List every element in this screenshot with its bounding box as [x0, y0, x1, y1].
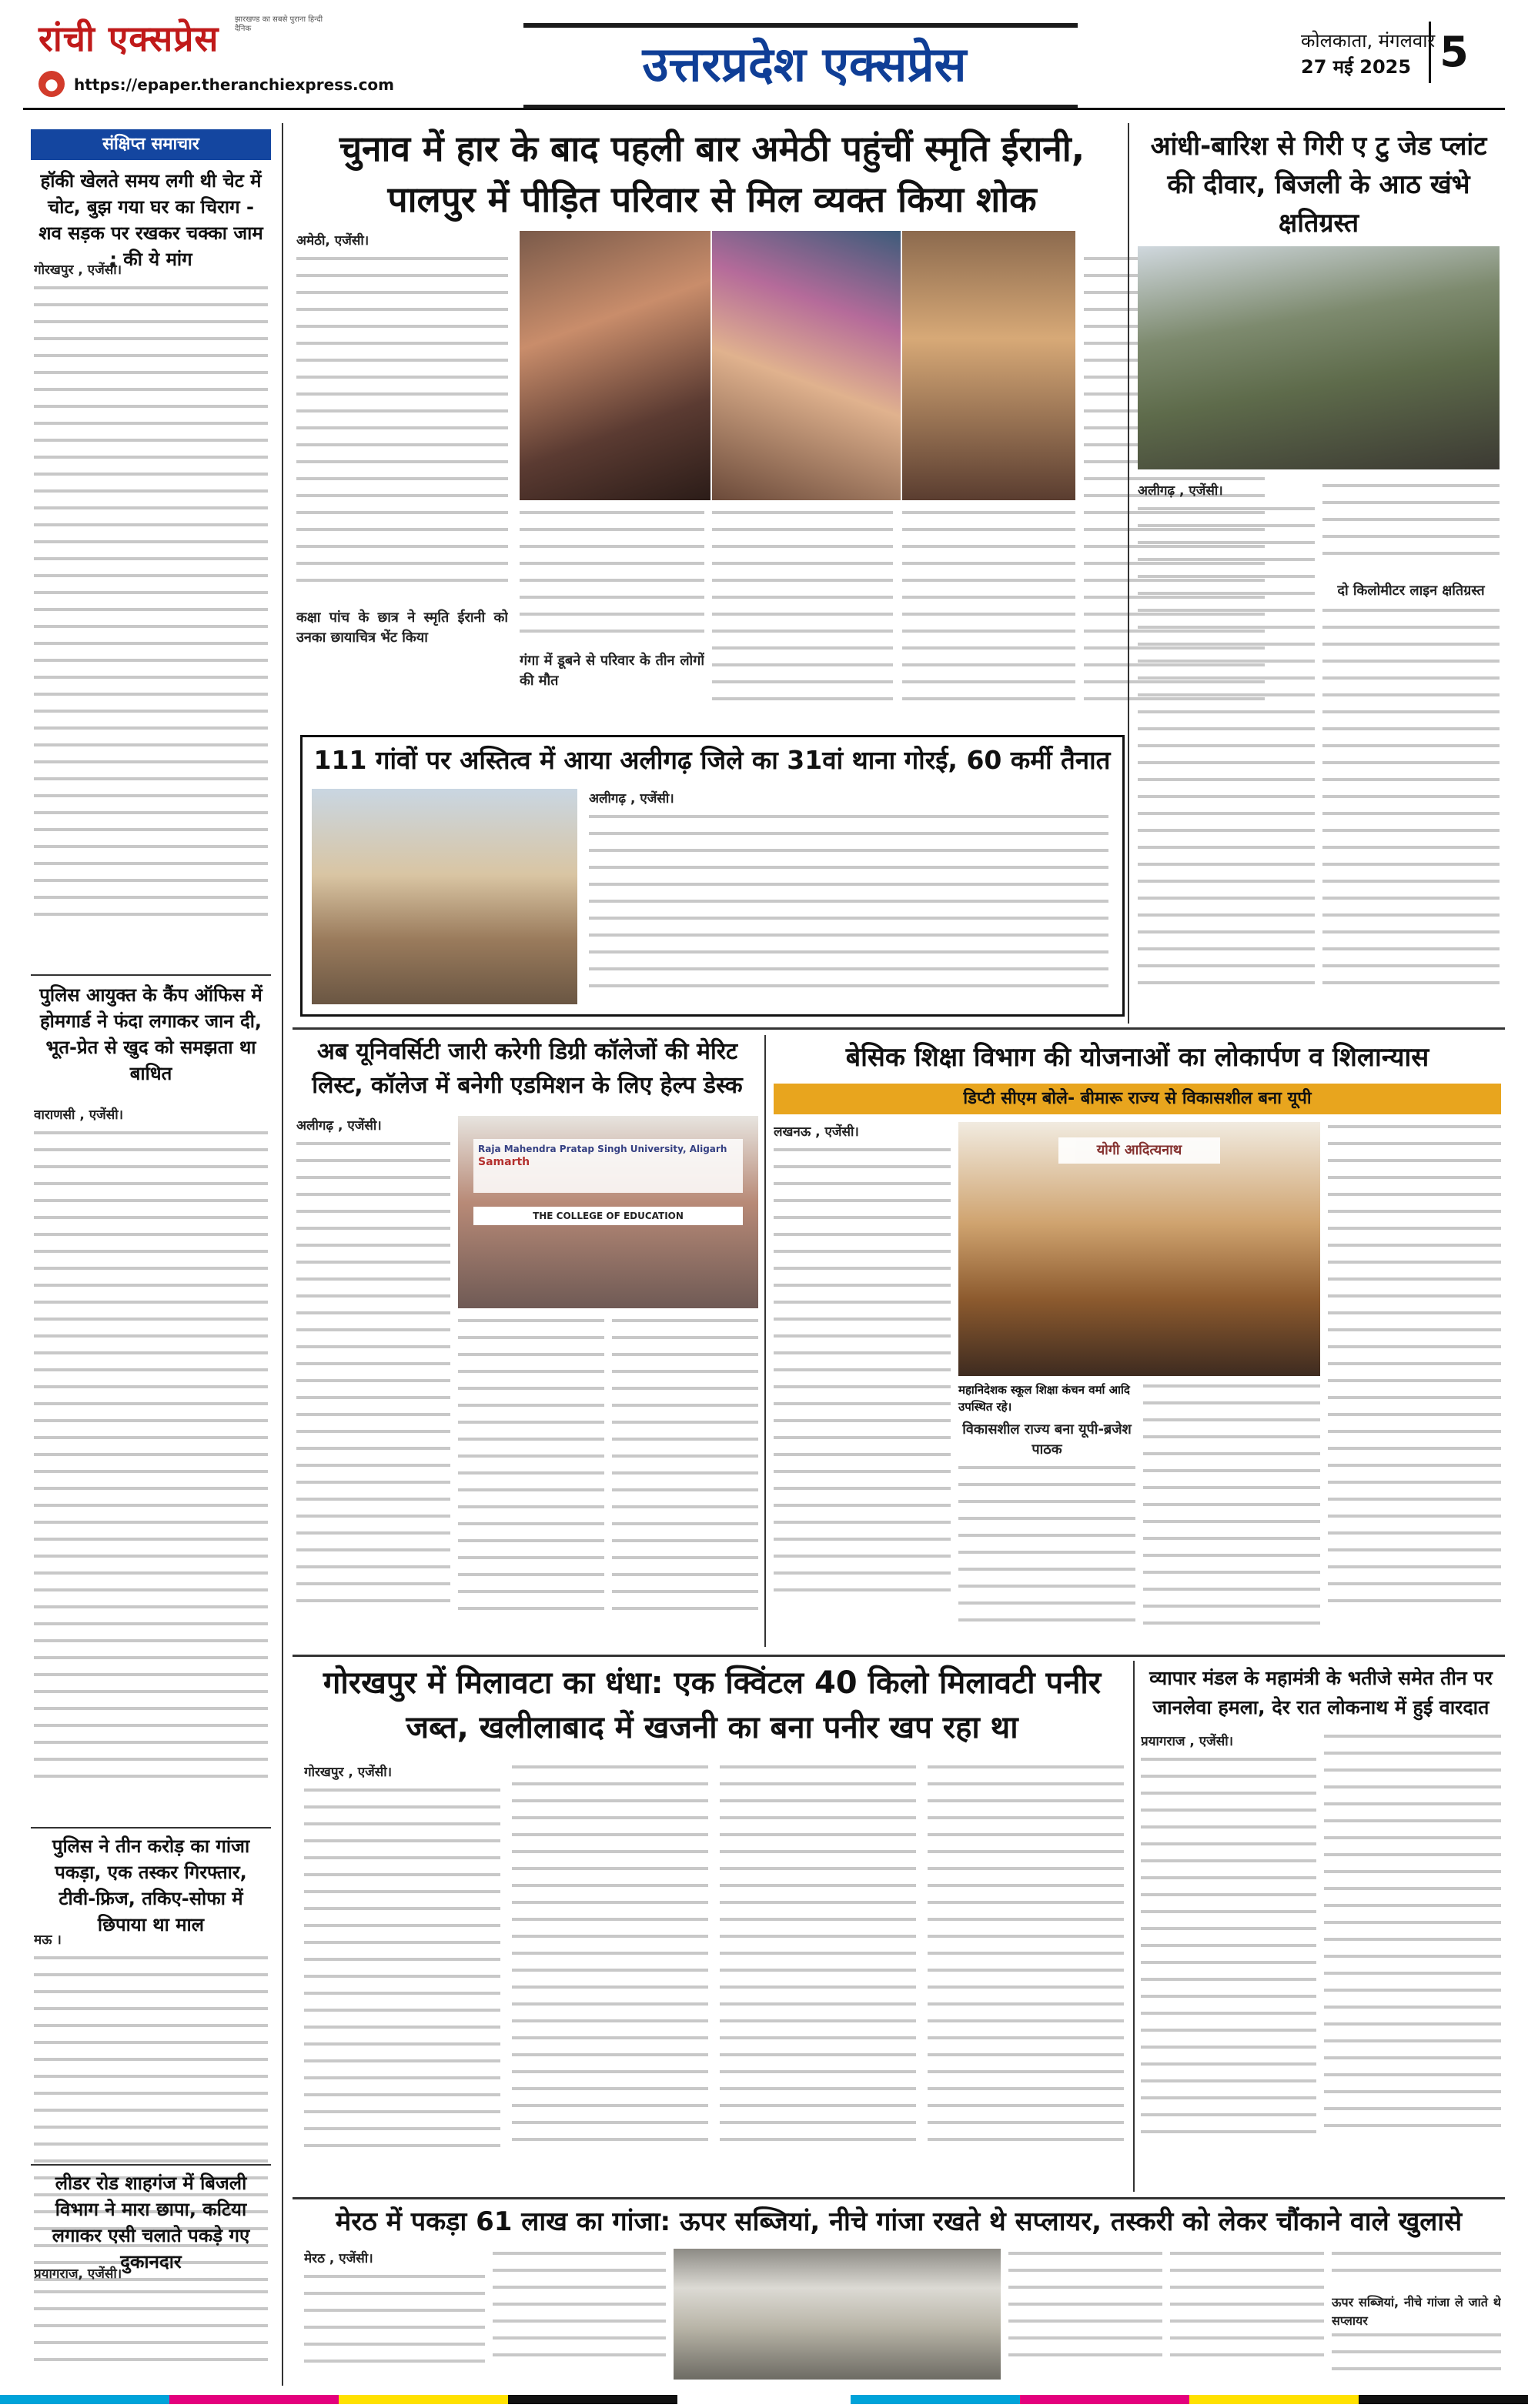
section-title: उत्तरप्रदेश एक्सप्रेस: [642, 36, 967, 92]
print-bar-black: [508, 2395, 677, 2404]
brief-body-2: [34, 1105, 268, 1821]
dateline-aandhi: अलीगढ़ , एजेंसी।: [1138, 483, 1223, 499]
column-divider: [1133, 1661, 1135, 2192]
article-smriti-col4: [902, 508, 1075, 723]
column-divider: [282, 123, 283, 2386]
print-bar-black: [1359, 2395, 1528, 2404]
edition-dateline: [1301, 28, 1435, 80]
article-shiksha-col2: [958, 1420, 1135, 1647]
body-text-lines: [1143, 1384, 1320, 1646]
brief-dateline-2: वाराणसी , एजेंसी।: [34, 1107, 124, 1123]
article-vyapar-col1: [1141, 1732, 1316, 2186]
article-paneer-col1: [304, 1762, 500, 2186]
stage-banner-text: योगी आदित्यनाथ: [1058, 1137, 1220, 1164]
body-text-lines: [34, 2290, 268, 2375]
city-day: कोलकाता, मंगलवार: [1301, 30, 1436, 52]
dateline-paneer: गोरखपुर , एजेंसी।: [304, 1765, 393, 1780]
article-university-col2: [458, 1316, 604, 1647]
photo-seized-vehicle: [674, 2249, 1001, 2380]
dateline-university: अलीगढ़ , एजेंसी।: [296, 1118, 382, 1134]
print-bar-yellow: [1189, 2395, 1359, 2404]
body-text-lines: [1324, 1735, 1501, 2181]
headline-university: अब यूनिवर्सिटी जारी करेगी डिग्री कॉलेजों की मेरिट लिस्ट, कॉलेज में बनेगी एडमिशन के लिए हेल्प डेस्क: [312, 1038, 743, 1099]
body-text-lines: [1141, 1758, 1316, 2181]
headline-meerut: मेरठ में पकड़ा 61 लाख का गांजा: ऊपर सब्जियां, नीचे गांजा रखते थे सप्लायर, तस्करी को लेकर चौंकाने वाले खुलासे: [335, 2206, 1463, 2237]
dateline-vyapar: प्रयागराज , एजेंसी।: [1141, 1734, 1234, 1749]
body-text-lines: [296, 1142, 450, 1642]
body-text-lines: [1322, 609, 1500, 1017]
row-divider: [293, 1655, 1505, 1657]
brief-title-4: लीडर रोड शाहगंज में बिजली विभाग ने मारा छापा, कटिया लगाकर एसी चलाते पकड़े गए दुकानदार: [52, 2173, 250, 2273]
row-divider: [293, 1027, 1505, 1030]
photo-caption-shiksha: महानिदेशक स्कूल शिक्षा कंचन वर्मा आदि उपस्थित रहे।: [958, 1383, 1130, 1414]
headline-smriti: चुनाव में हार के बाद पहली बार अमेठी पहुंचीं स्मृति ईरानी, पालपुर में पीड़ित परिवार से मिल व्यक्त किया शोक: [339, 128, 1085, 220]
body-text-lines: [720, 1765, 916, 2181]
brief-body-4: [34, 2264, 268, 2380]
brief-title-2: पुलिस आयुक्त के कैंप ऑफिस में होमगार्ड ने फंदा लगाकर जान दी, भूत-प्रेत से खुद को समझता था बाधित: [39, 984, 262, 1084]
photo-police-station: [312, 789, 577, 1004]
article-paneer-col3: [720, 1762, 916, 2186]
masthead-rule: [23, 108, 1505, 110]
article-shiksha-col4: [1328, 1122, 1501, 1645]
article-paneer-col4: [928, 1762, 1124, 2186]
logo-tagline: झारखण्ड का सबसे पुराना हिन्दी दैनिक: [235, 15, 323, 33]
body-text-lines: [1170, 2252, 1324, 2383]
body-text-lines: [1138, 507, 1315, 1015]
article-shiksha-col3: [1143, 1381, 1320, 1647]
subhead-aandhi: दो किलोमीटर लाइन क्षतिग्रस्त: [1337, 583, 1485, 599]
banner-university-name: Raja Mahendra Pratap Singh University, Aligarh: [478, 1144, 727, 1154]
divider: [31, 974, 271, 976]
article-aandhi-col1: [1138, 481, 1315, 1020]
photo-smriti-3: [902, 231, 1075, 500]
body-text-lines: [1008, 2252, 1162, 2383]
issue-date: 27 मई 2025: [1301, 56, 1412, 78]
body-text-lines: [589, 815, 1108, 1000]
page-number: 5: [1429, 22, 1477, 83]
brief-dateline-4: प्रयागराज, एजेंसी।: [34, 2266, 122, 2282]
epaper-url[interactable]: https://epaper.theranchiexpress.com: [74, 75, 395, 94]
subheadline-badge: डिप्टी सीएम बोले- बीमारू राज्य से विकासशील बना यूपी: [774, 1084, 1501, 1114]
body-text-lines: [902, 511, 1075, 719]
headline-paneer: गोरखपुर में मिलावटा का धंधा: एक क्विंटल 40 किलो मिलावटी पनीर जब्त, खलीलाबाद में खजनी का बना पनीर खप रहा था: [323, 1665, 1102, 1745]
article-meerut-col5: [1332, 2249, 1501, 2387]
article-meerut-col1: [304, 2249, 485, 2387]
body-text-lines: [34, 1131, 268, 1816]
body-text-lines: [1322, 484, 1500, 576]
article-vyapar-col2: [1324, 1732, 1501, 2186]
banner-samarth: Samarth: [478, 1156, 530, 1168]
globe-icon: ●: [38, 71, 65, 97]
print-bar-magenta: [1020, 2395, 1189, 2404]
article-meerut-col4: [1170, 2249, 1324, 2387]
column-divider: [764, 1035, 766, 1647]
body-text-lines: [296, 257, 508, 603]
body-text-lines: [304, 1788, 500, 2181]
banner: [473, 1139, 743, 1193]
article-aandhi-col2: [1322, 481, 1500, 1020]
brief-title-1: हॉकी खेलते समय लगी थी चेट में चोट, बुझ गया घर का चिराग - शव सड़क पर रखकर चक्का जाम ; की ये मांग: [38, 170, 263, 270]
print-bar-yellow: [339, 2395, 508, 2404]
article-gorai-body: [589, 789, 1108, 1004]
photo-smriti-1: [520, 231, 711, 500]
body-text-lines: [512, 1765, 708, 2181]
article-university-col1: [296, 1116, 450, 1647]
article-shiksha-col1: [774, 1122, 951, 1645]
body-text-lines: [34, 286, 268, 964]
print-bar-cyan: [851, 2395, 1020, 2404]
body-text-lines: [1328, 1125, 1501, 1641]
brief-title-3: पुलिस ने तीन करोड़ का गांजा पकड़ा, एक तस्कर गिरफ्तार, टीवी-फ्रिज, तकिए-सोफा में छिपाया था माल: [52, 1835, 250, 1935]
headline-vyapar: व्यापार मंडल के महामंत्री के भतीजे समेत तीन पर जानलेवा हमला, देर रात लोकनाथ में हुई वारदात: [1149, 1667, 1493, 1718]
photo-university-event: [458, 1116, 758, 1308]
article-paneer-col2: [512, 1762, 708, 2186]
brief-news-column: [31, 129, 271, 2384]
body-text-lines: [928, 1765, 1124, 2181]
dateline-smriti: अमेठी, एजेंसी।: [296, 233, 369, 249]
body-text-lines: [712, 511, 893, 719]
row-divider: [293, 2197, 1505, 2199]
body-text-lines: [520, 511, 704, 650]
subhead-smriti: कक्षा पांच के छात्र ने स्मृति ईरानी को उनका छायाचित्र भेंट किया: [296, 610, 508, 646]
article-university-col3: [612, 1316, 758, 1647]
photo-smriti-2: [712, 231, 901, 500]
print-bar-magenta: [169, 2395, 339, 2404]
article-smriti-col3: [712, 508, 893, 723]
body-text-lines: [1332, 2333, 1501, 2386]
brief-news-header: संक्षिप्त समाचार: [31, 129, 271, 160]
divider: [31, 1827, 271, 1829]
body-text-lines: [1332, 2252, 1501, 2290]
brief-body-1: [34, 260, 268, 968]
body-text-lines: [958, 1466, 1135, 1643]
article-smriti-col2: [520, 508, 704, 723]
article-meerut-col2: [493, 2249, 666, 2387]
article-smriti-col1: [296, 231, 508, 723]
brief-dateline-1: गोरखपुर , एजेंसी।: [34, 262, 122, 278]
newspaper-logo: रांची एक्सप्रेस: [38, 18, 219, 59]
subhead-shiksha: विकासशील राज्य बना यूपी-ब्रजेश पाठक: [962, 1421, 1132, 1458]
headline-basic-shiksha: बेसिक शिक्षा विभाग की योजनाओं का लोकार्पण व शिलान्यास: [845, 1042, 1429, 1073]
photo-fallen-wall: [1138, 246, 1500, 469]
caption-head-smriti: गंगा में डूबने से परिवार के तीन लोगों की मौत: [520, 653, 704, 689]
body-text-lines: [304, 2275, 485, 2383]
divider: [31, 2164, 271, 2166]
headline-gorai: 111 गांवों पर अस्तित्व में आया अलीगढ़ जिले का 31वां थाना गोरई, 60 कर्मी तैनात: [313, 745, 1111, 775]
dateline-shiksha: लखनऊ , एजेंसी।: [774, 1124, 859, 1140]
dateline-gorai: अलीगढ़ , एजेंसी।: [589, 791, 674, 807]
print-bar-cyan: [0, 2395, 169, 2404]
body-text-lines: [612, 1319, 758, 1642]
article-meerut-col3: [1008, 2249, 1162, 2387]
headline-aandhi: आंधी-बारिश से गिरी ए टु जेड प्लांट की दीवार, बिजली के आठ खंभे क्षतिग्रस्त: [1150, 131, 1487, 239]
masthead: [0, 0, 1528, 104]
body-text-lines: [493, 2252, 666, 2383]
subhead-meerut: ऊपर सब्जियां, नीचे गांजा ले जाते थे सप्लायर: [1332, 2295, 1501, 2328]
dateline-meerut: मेरठ , एजेंसी।: [304, 2251, 373, 2266]
body-text-lines: [774, 1148, 951, 1641]
body-text-lines: [458, 1319, 604, 1642]
brief-dateline-3: मऊ ।: [34, 1932, 62, 1948]
banner-college: THE COLLEGE OF EDUCATION: [473, 1207, 743, 1225]
column-divider: [1128, 123, 1129, 1024]
photo-shiksha-stage: [958, 1122, 1320, 1376]
